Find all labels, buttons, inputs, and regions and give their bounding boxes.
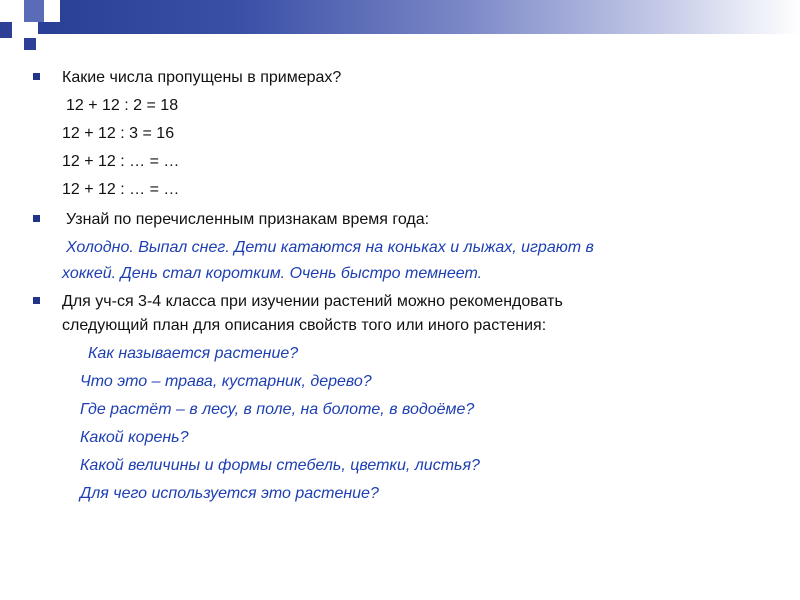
plant-plan-intro-line: Для уч-ся 3-4 класса при изучении растений можно рекомендовать: [62, 293, 563, 310]
square-bullet-icon: [33, 297, 40, 304]
example-line: 12 + 12 : 3 = 16: [62, 125, 175, 142]
square-bullet-icon: [33, 215, 40, 222]
plant-plan-item: Что это – трава, кустарник, дерево?: [80, 373, 372, 390]
plant-plan-item: Для чего используется это растение?: [80, 485, 379, 502]
example-line: 12 + 12 : 2 = 18: [66, 97, 179, 114]
plant-plan-item: Какой корень?: [80, 429, 189, 446]
plant-plan-intro-line: следующий план для описания свойств того или иного растения:: [62, 317, 547, 334]
question-season: Узнай по перечисленным признакам время года:: [66, 211, 430, 228]
season-clue-line: хоккей. День стал коротким. Очень быстро темнеет.: [62, 265, 483, 282]
plant-plan-item: Какой величины и формы стебель, цветки, листья?: [80, 457, 480, 474]
square-pattern-icon: [0, 0, 60, 60]
square-bullet-icon: [33, 73, 40, 80]
header-bar: [0, 0, 800, 34]
plant-plan-item: Где растёт – в лесу, в поле, на болоте, в водоёме?: [80, 401, 475, 418]
example-line: 12 + 12 : … = …: [62, 153, 180, 170]
example-line: 12 + 12 : … = …: [62, 181, 180, 198]
question-missing-numbers: Какие числа пропущены в примерах?: [62, 69, 342, 86]
season-clue-line: Холодно. Выпал снег. Дети катаются на коньках и лыжах, играют в: [66, 239, 594, 256]
plant-plan-item: Как называется растение?: [88, 345, 299, 362]
